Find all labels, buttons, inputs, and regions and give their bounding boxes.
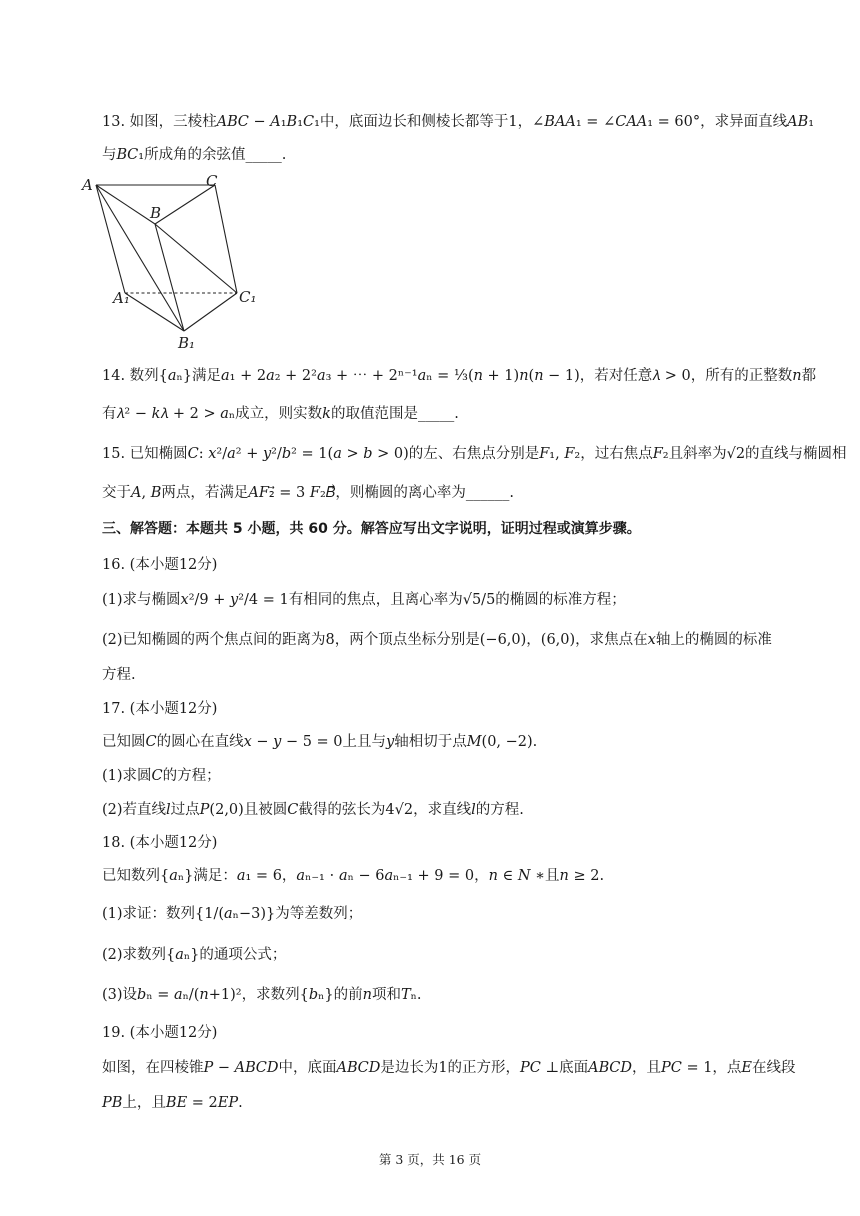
p15-line-1: 15. 已知椭圆𝐶: 𝑥²/𝑎² + 𝑦²/𝑏² = 1(𝑎 > 𝑏 > 0)的左、右焦点分别是𝐹₁, 𝐹₂，过右焦点𝐹₂且斜率为√2的直线与椭圆相 (102, 446, 847, 462)
p19-header: 19. (本小题12分) (102, 1025, 218, 1041)
label-C: C (206, 172, 218, 190)
p17-question-2: (2)若直线𝑙过点𝑃(2,0)且被圆𝐶截得的弦长为4√2，求直线𝑙的方程. (102, 802, 524, 818)
p18-stem: 已知数列{𝑎ₙ}满足：𝑎₁ = 6，𝑎ₙ₋₁ ⋅ 𝑎ₙ − 6𝑎ₙ₋₁ + 9 = 0，𝑛 ∈ 𝑁 ∗且𝑛 ≥ 2. (102, 868, 605, 884)
p17-stem: 已知圆𝐶的圆心在直线𝑥 − 𝑦 − 5 = 0上且与𝑦轴相切于点𝑀(0, −2). (102, 734, 538, 750)
p18-question-3: (3)设𝑏ₙ = 𝑎ₙ/(𝑛+1)²，求数列{𝑏ₙ}的前𝑛项和𝑇ₙ. (102, 987, 422, 1003)
label-A1: A₁ (113, 289, 130, 307)
p16-question-2-line-2: 方程. (102, 667, 136, 683)
p18-header: 18. (本小题12分) (102, 835, 218, 851)
label-B: B (150, 204, 162, 222)
p19-line-2: 𝑃𝐵上，且𝐵𝐸 = 2𝐸𝑃. (102, 1095, 243, 1111)
p18-question-2: (2)求数列{𝑎ₙ}的通项公式； (102, 947, 287, 963)
p14-line-1: 14. 数列{𝑎ₙ}满足𝑎₁ + 2𝑎₂ + 2²𝑎₃ + ⋯ + 2ⁿ⁻¹𝑎ₙ = ⅓(𝑛 + 1)𝑛(𝑛 − 1)，若对任意𝜆 > 0，所有的正整数𝑛都 (102, 368, 817, 384)
section-3-heading: 三、解答题：本题共 5 小题，共 60 分。解答应写出文字说明，证明过程或演算步骤。 (102, 521, 641, 537)
page-number-footer: 第 3 页，共 16 页 (378, 1152, 482, 1167)
label-A: A (82, 176, 93, 194)
p16-question-1: (1)求与椭圆𝑥²/9 + 𝑦²/4 = 1有相同的焦点，且离心率为√5/5的椭圆的标准方程； (102, 592, 626, 608)
p13-line-1: 13. 如图，三棱柱𝐴𝐵𝐶 − 𝐴₁𝐵₁𝐶₁中，底面边长和侧棱长都等于1，∠𝐵𝐴𝐴₁ = ∠𝐶𝐴𝐴₁ = 60°，求异面直线𝐴𝐵₁ (102, 114, 815, 130)
p18-question-1: (1)求证：数列{1/(𝑎ₙ−3)}为等差数列； (102, 906, 363, 922)
p16-header: 16. (本小题12分) (102, 557, 218, 573)
p14-line-2: 有𝜆² − 𝑘𝜆 + 2 > 𝑎ₙ成立，则实数𝑘的取值范围是_____. (102, 406, 459, 422)
p17-question-1: (1)求圆𝐶的方程； (102, 768, 221, 784)
p16-question-2-line-1: (2)已知椭圆的两个焦点间的距离为8，两个顶点坐标分别是(−6,0)，(6,0)，求焦点在𝑥轴上的椭圆的标准 (102, 632, 772, 648)
label-C1: C₁ (239, 288, 257, 306)
prism-figure (80, 172, 270, 352)
p13-line-2: 与𝐵𝐶₁所成角的余弦值_____. (102, 147, 287, 163)
label-B1: B₁ (178, 334, 196, 352)
p15-line-2: 交于𝐴, 𝐵两点，若满足𝐴𝐹₂⃗ = 3 𝐹₂𝐵⃗，则椭圆的离心率为______. (102, 485, 515, 501)
p19-line-1: 如图，在四棱锥𝑃 − 𝐴𝐵𝐶𝐷中，底面𝐴𝐵𝐶𝐷是边长为1的正方形，𝑃𝐶 ⊥底面𝐴𝐵𝐶𝐷，且𝑃𝐶 = 1，点𝐸在线段 (102, 1060, 796, 1076)
p17-header: 17. (本小题12分) (102, 701, 218, 717)
